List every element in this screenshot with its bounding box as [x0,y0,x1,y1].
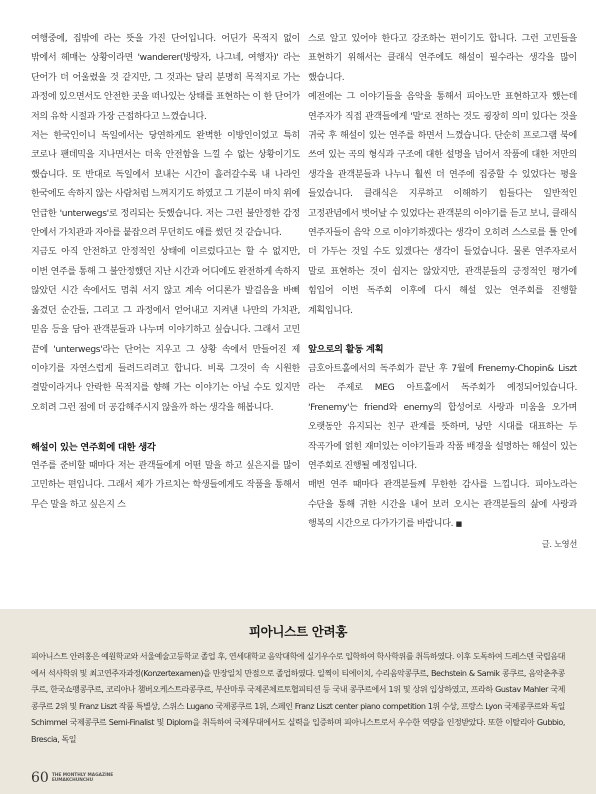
article-paragraph: 스로 알고 있어야 한다고 강조하는 편이기도 합니다. 그런 고민들을 표현하기 위해서는 클래식 연주에도 해설이 필수라는 생각을 많이 했습니다. [308,34,577,83]
section-heading-future-plans: 앞으로의 활동 계획 [308,344,384,356]
magazine-logo [52,773,113,783]
bio-text: 피아니스트 안려홍은 예원학교와 서울예술고등학교 졸업 후, 연세대학교 음악대학에 실기우수로 입학하여 학사학위를 취득하였다. 이후 도독하여 드레스덴 국립음대에서 석사학위 및 최고연주자과정(Konzertexamen)을 만장일치 만점으로 졸업하였다. 일찍이 티에이치, 수리음악콩쿠르, Bechstein & Samik 콩쿠르, 음악춘추콩쿠르, 한국쇼팽콩쿠르, 코리아나 챔버오케스트라콩쿠르, 부산마루 국제콘체르토협피티션 등 국내 콩쿠르에서 1위 및 상위 입상하였고, 프라하 Gustav Mahler 국제콩쿠르 2위 및 Franz Liszt 작품 특별상, 스위스 Lugano 국제콩쿠르 1위, 스페인 Franz Liszt center piano competition 1위 수상, 프랑스 Lyon 국제콩쿠르와 독일 Schimmel 국제콩쿠르 Semi-Finalist 및 Diplom을 취득하여 국제무대에서도 실력을 입증하며 피아니스트로서 우수한 역량을 인정받았다. 또한 이탈리아 Gubbio, Brescia, 독일 [31,652,565,744]
article-paragraph: 저는 한국인이니 독일에서는 당연하게도 완벽한 이방인이었고 특히 코로나 팬데믹을 지나면서는 더욱 안전함을 느낄 수 없는 상황이기도 했습니다. 또 반대로 독일에서 보내는 시간이 흘러갈수록 내 나라인 한국에도 속하지 않는 사람처럼 느껴지기도 하였고 그 기분이 마치 위에 언급한 'unterwegs'로 정리되는 듯했습니다. 저는 그런 불안정한 감정 안에서 가치관과 자아를 붙잡으려 무던히도 애를 썼던 것 같습니다. [31,131,300,239]
article-paragraph [308,476,577,534]
section-heading-commentary-concert: 해설이 있는 연주회에 대한 생각 [31,441,156,453]
magazine-name-line2: EUMAKCHUNCHU [51,778,94,783]
article-paragraph: 예전에는 그 이야기들을 음악을 통해서 피아노만 표현하고자 했는데 연주자가 직접 관객들에게 '말'로 전하는 것도 굉장히 의미 있다는 것을 귀국 후 해설이 있는 연주를 하면서 느꼈습니다. 단순히 프로그램 북에 쓰여 있는 곡의 형식과 구조에 대한 설명을 넘어서 작품에 대한 저만의 생각을 관객분들과 나누니 훨씬 더 연주에 집중할 수 있었다는 평을 들었습니다. 클래식은 지루하고 이해하기 힘들다는 일반적인 고정관념에서 벗어날 수 있었다는 관객분의 이야기를 듣고 보니, 클래식 연주자들이 음악 으로 이야기하겠다는 생각이 오히려 스스로를 틀 안에 더 가두는 것일 수도 있겠다는 생각이 들었습니다. 물론 연주자로서 말로 표현하는 것이 쉽지는 않았지만, 관객분들의 긍정적인 평가에 힘입어 이번 독주회 이후에 다시 해설 있는 연주회를 진행할 계획입니다. [308,92,577,316]
article-paragraph: 지금도 아직 안전하고 안정적인 상태에 이르렀다고는 할 수 없지만, 이번 연주를 통해 그 불안정했던 지난 시간과 어디에도 완전하게 속하지 않았던 시간 속에서도 멈춰 서지 않고 계속 어디론가 발걸음을 바삐 옮겼던 순간들, 그리고 그 과정에서 얻어내고 지켜낸 나만의 가치관, 믿음 등을 담아 관객분들과 나누며 이야기하고 싶습니다. 그래서 고민 끝에 'unterwegs'라는 단어는 지우고 그 상황 속에서 만들어진 제 이야기를 자연스럽게 들려드리려고 합니다. 비록 그것이 속 시원한 결말이라거나 안락한 목적지를 향해 가는 이야기는 아닐 수도 있지만 오히려 그런 점에 더 공감해주시지 않을까 하는 생각을 해봅니다. [31,247,300,413]
article-column-left [31,30,300,585]
article-paragraph: 연주를 준비할 때마다 저는 관객들에게 어떤 말을 하고 싶은지를 많이 고민하는 편입니다. 그래서 제가 가르치는 학생들에게도 작품을 통해서 무슨 말을 하고 싶은지 스 [31,460,300,510]
magazine-name-line1: THE MONTHLY MAGAZINE [51,773,114,778]
article-paragraph: 금호아트홀에서의 독주회가 끝난 후 7월에 Frenemy-Chopin& Liszt 라는 주제로 MEG 아트홀에서 독주회가 예정되어있습니다. 'Frenemy'는 friend와 enemy의 합성어로 사랑과 미움을 오가며 오랫동안 유지되는 친구 관계를 뜻하며, 낭만 시대를 대표하는 두 작곡가에 얽힌 재미있는 이야기들과 작품 배경을 설명하는 해설이 있는 연주회로 진행될 예정입니다. [308,363,577,471]
article-column-right [308,30,577,585]
article-paragraph: 여행중에, 집밖에 라는 뜻을 가진 단어입니다. 어딘가 목적지 없이 밖에서 헤매는 상황이라면 'wanderer(방랑자, 나그네, 여행자)' 라는 단어가 더 어울렸을 것 같지만, 그 것과는 달리 분명히 목적지로 가는 과정에 있으면서도 안전한 곳을 떠나있는 상태를 표현하는 이 한 단어가 저의 유학 시절과 가장 근접하다고 느꼈습니다. [31,34,300,122]
article-closing-text: 매번 연주 때마다 관객분들께 무한한 감사를 느낍니다. 피아노라는 수단을 통해 귀한 시간을 내어 보러 오시는 관객분들의 삶에 사랑과 행복의 시간으로 다가가기를 바랍니다. [308,480,577,530]
bio-title: 피아니스트 안려홍 [248,624,348,639]
author-credit: 글. 노영선 [541,538,577,549]
page-number: 60 [31,770,49,786]
end-mark-icon: ■ [455,520,462,529]
page-footer [31,768,113,788]
